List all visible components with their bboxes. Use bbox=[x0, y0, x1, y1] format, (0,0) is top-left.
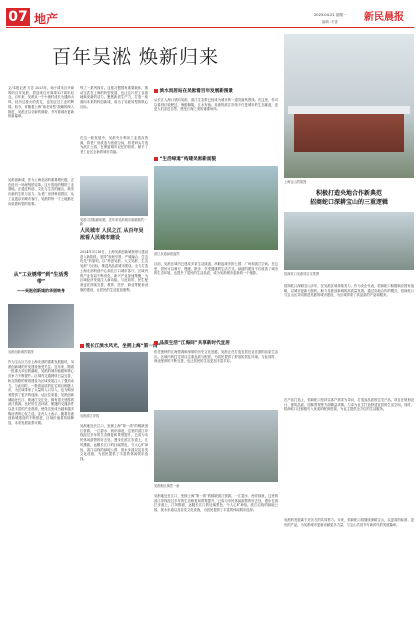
pull-quote-sub: ——吴淞创新城的华丽转身 bbox=[17, 288, 65, 293]
col2-text-c: 2024年3月16日，上海吴淞创新城规划与建设进入新阶段，坚持“规划引领、产城融合、生态优先”的原则，以“科创吴淞、人文吴淞、生态吴淞”为目标，推进高品质城市建设。全力打造上海北部科创中心和长江口城市客厅。区域内的产业布局不断优化，新兴产业加速集聚，为区域经济发展注入新动能。与此同时，民生配套也在持续完善，教育、医疗、商业等配套设施的建设，让居民的生活更加便利。 bbox=[80, 250, 148, 292]
col3-text-c: 依托独特的江海资源和深厚的历史文化底蕴，吴淞正在打造宜居宜业宜游的品质生活区。区域内的住宅项目注重品质与配套，为居民提供了舒适的居住环境。与此同时，商业配套的不断完善，也让居民的生活更加丰富多彩。 bbox=[154, 350, 278, 364]
col3-photo bbox=[154, 166, 278, 250]
col2-subhead: 人民城市 人民之江 从百年吴淞看人民城市建设 bbox=[80, 228, 144, 241]
col3-photo-2 bbox=[154, 410, 278, 482]
col4-photo-2 bbox=[284, 212, 414, 270]
col2-photo-caption: 吴淞口国际邮轮港，近年来吴淞城市面貌焕然一新 bbox=[80, 218, 147, 227]
col1-text-b: 吴淞创新城，作为上海北部的重要增长极，正在经历一场深刻的变革。这片曾经的钢铁工业基地，正通过科创、文化与生态的融合，焕发出新的生机与活力。从老厂房到科创园区，从工业遗存到城市客厅，吴淞的每一寸土地都在诉说着转型的故事。 bbox=[8, 178, 74, 206]
header-editor: 编辑 :冬香 bbox=[322, 20, 338, 24]
col1-text-a: 文/本报记者 方芳 2025年，始于清末自开商埠的百年吴淞，将迎来自开商埠127周年纪念。百年来，吴淞从一个小渔村成长为通商大埠，经历过战火的洗礼，也见证过工业的辉煌。如今，伴随着上海“南北转型”战略的深入推进，吴淞正以全新的面貌，书写着城市更新的新篇章。 bbox=[8, 86, 74, 119]
square-bullet-icon bbox=[80, 344, 84, 348]
building-shape bbox=[294, 112, 404, 152]
pull-quote: 从“工业锈带”到“生活秀带” bbox=[13, 272, 69, 285]
square-bullet-icon bbox=[154, 341, 158, 345]
col2-text-b: 在这一轮发展中，吴淞充分利用工业遗存资源，将老厂房改造为创意空间，将老码头打造为滨江公园，在保留城市记忆的同时，赋予了老工业区全新的城市功能。 bbox=[80, 136, 148, 155]
col3-subhead-1 bbox=[154, 88, 274, 94]
square-bullet-icon bbox=[154, 89, 158, 93]
col4-text-c: 吴淞的发展离不开各方的共同努力。未来，招商蛇口将继续深耕宝山，以更高的标准、更优的产品，为吴淞城市更新贡献更多力量，与宝山共同书写新时代的发展篇章。 bbox=[284, 518, 414, 527]
square-bullet-icon bbox=[154, 157, 158, 161]
col4-photo bbox=[284, 34, 414, 178]
col2-text-d: 吴淞地处长江口，坐拥上海“第一湾”的稀缺滨江资源。一江碧水、两岸绿意，这里的滨江岸线经过多年的生态修复和景观提升，已成为市民休闲游憩的好去处。漫步在滨江步道上，江风拂面，远眺长江口的壮阔景色，令人心旷神怡。滨江沿线的绿地公园、滨水步道以及各类文化设施，为居民提供了丰富的休闲娱乐选择。 bbox=[80, 424, 148, 461]
col4-text-a: 招商蛇口深耕宝山多年，在吴淞区域持续发力。作为央企代表，招商蛇口积极响应国家战略，以城市更新为契机，助力吴淞创新城的高质量发展。通过央地合作的模式，招商蛇口与宝山区共同推进吴淞的城市建设，为区域带来了高品质的产品和服务。 bbox=[284, 284, 414, 298]
col1-text-c: 作为宝山区乃至上海北部的重要发展板块，吴淞创新城的开发建设备受关注。近年来，随着一批重大项目的落地，吴淞的城市能级和核心竞争力不断提升。区域内交通网络日益完善，轨交线路的规划建设为区域发展注入了强劲动力。与此同时，一批高品质的住宅项目相继入市，为区域带来了大量的人口导入，也为购房者提供了更多的选择。从区位来看，吴淞创新城地处长江、黄浦江交汇处，拥有得天独厚的滨江资源。良好的生态环境、便捷的交通条件以及丰富的产业资源，使得这里成为越来越多购房者的心仪之选。业内人士表示，随着吴淞创新城建设的不断推进，区域价值将持续释放，未来发展前景可期。 bbox=[8, 360, 74, 426]
col4-text-b: 在产品打造上，招商蛇口坚持以客户需求为导向，打造高品质的住宅产品。项目在规划设计、建筑品质、园林景观等方面精益求精，力求为业主打造舒适宜居的生活空间。同时，招商蛇口还积极引入优质的配套资源，为业主提供全方位的生活服务。 bbox=[284, 398, 414, 412]
header-date: 2025.04.21 星期一 bbox=[314, 13, 347, 17]
col4-project-title-1: 积极打造央地合作新典范 bbox=[315, 190, 382, 197]
section-title: 地产 bbox=[34, 12, 59, 26]
col3-subhead-2-text: “生活绿道”构建吴淞新面貌 bbox=[159, 157, 217, 162]
page-number: 07 bbox=[6, 8, 30, 26]
col3-text-a: 从长江入海口望向吴淞，滨江生态带已经成为城市的一道亮丽风景线。在这里，你可以看到巨轮驶过，海鸥翱翔，江水奔流。吴淞的滨江岸线不仅是城市的生态廊道，更是人们亲近自然、感受江海之美的重要场所。 bbox=[154, 98, 278, 112]
col3-text-d: 吴淞地处长江口，坐拥上海“第一湾”的稀缺滨江资源。一江碧水、两岸绿意，这里的滨江岸线经过多年的生态修复和景观提升，已成为市民休闲游憩的好去处。漫步在滨江步道上，江风拂面，远眺长江口的壮阔景色，令人心旷神怡。滨江沿线的绿地公园、滨水步道以及各类文化设施，为居民提供了丰富的休闲娱乐选择。 bbox=[154, 494, 278, 513]
headline: 百年吴淞 焕新归来 bbox=[52, 46, 220, 68]
col2-subhead-2-text: 揽长江滨水风光，坐拥上海“第一湾” bbox=[85, 344, 161, 349]
col1-photo bbox=[8, 304, 74, 348]
col2-text-a: 每了一系列探讨。这座习惯国有重要载体，推动宝武在上海的转型发展，也让这片老工业基地焕发新的活力。聚焦新质生产力，打造一座面向未来的科创新城，成为了吴淞转型的核心目标。 bbox=[80, 86, 148, 109]
col2-photo-2 bbox=[80, 352, 148, 412]
col3-subhead-2 bbox=[154, 156, 274, 162]
col3-photo-caption: 滨江步道绿意盎然 bbox=[154, 252, 180, 256]
col3-photo-2-caption: 吴淞街区焕然一新 bbox=[154, 484, 180, 488]
col3-text-b: 目前，吴淞区域内已建成多条生活绿道，串联起城市的公园、广场和滨江空间。在这里，居民可以骑行、慢跑、散步，享受健康的生活方式。绿道的建设不仅改善了城市的生态环境，也提升了居民的生活品质，成为吴淞城市更新的一个缩影。 bbox=[154, 262, 278, 276]
col2-photo-2-caption: 吴淞滨江岸线 bbox=[80, 414, 100, 418]
col2-photo bbox=[80, 176, 148, 216]
col3-subhead-3-text: 品质生活“江海间”共享新时代宜居 bbox=[159, 341, 230, 346]
col4-photo-2-caption: 招商蛇口吴淞项目实景图 bbox=[284, 272, 320, 276]
masthead-logo: 新民晨报 bbox=[364, 12, 404, 23]
col4-photo-caption: 上海宝山效果图 bbox=[284, 180, 307, 184]
building-roof bbox=[288, 106, 410, 114]
header-rule bbox=[6, 27, 414, 28]
col3-subhead-3 bbox=[154, 340, 274, 346]
col3-subhead-1-text: 滨水而居站在吴淞看百年发展新图景 bbox=[159, 89, 234, 94]
col4-project-title-2: 招商蛇口深耕宝山的三重逻辑 bbox=[309, 199, 388, 206]
col1-photo-caption: 吴淞创新城效果图 bbox=[8, 350, 34, 354]
